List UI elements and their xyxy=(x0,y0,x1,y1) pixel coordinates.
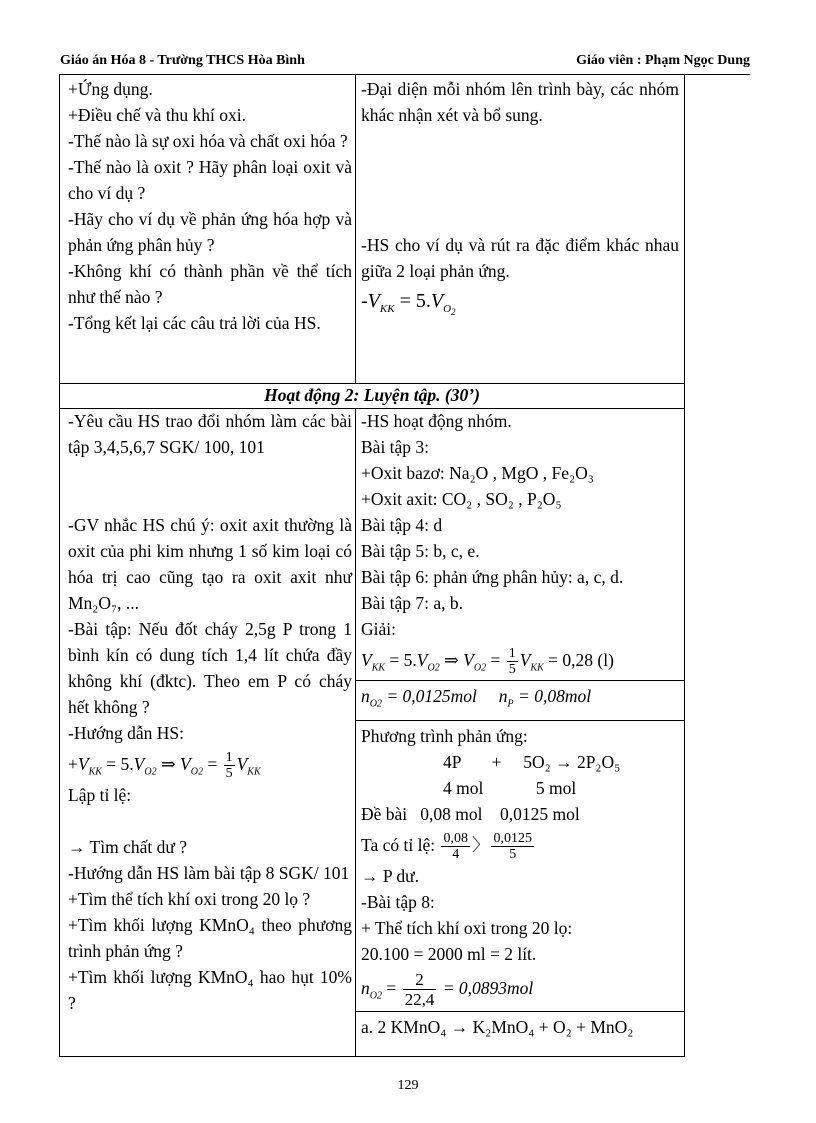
section-title: Hoạt động 2: Luyện tập. (30’) xyxy=(59,382,685,409)
r-pdu: → P dư. xyxy=(361,865,419,886)
teacher-column xyxy=(68,76,352,383)
header-right: Giáo viên : Phạm Ngọc Dung xyxy=(576,53,750,68)
r-bt6: Bài tập 6: phản ứng phân hủy: a, c, d. xyxy=(361,567,624,587)
guide-label: -Hướng dẫn HS: xyxy=(68,723,184,743)
no2-result: = 0,0893mol xyxy=(442,977,534,998)
teacher-note: -GV nhắc HS chú ý: oxit axit thường là oxit của phi kim nhưng 1 số kim loại có hóa trị cao cũng tạo ra oxit axit như Mn₂O₇, ... xyxy=(68,515,352,613)
moles-o2: = 0,0125mol xyxy=(386,686,477,706)
moles-p: = 0,08mol xyxy=(518,686,592,706)
r-bt4: Bài tập 4: d xyxy=(361,515,443,535)
r-debai: Đề bài 0,08 mol 0,0125 mol xyxy=(361,803,580,824)
r-bt5: Bài tập 5: b, c, e. xyxy=(361,541,480,561)
student-column xyxy=(361,76,679,383)
air-volume-formula: $-V_{KK} = 5.V_{O_2}$ xyxy=(361,290,456,318)
ratio-label: Lập tỉ lệ: xyxy=(68,785,132,805)
q-ung-dung: +Ứng dụng. xyxy=(68,79,153,99)
ratio-n1: 0,08 xyxy=(443,830,468,846)
r-2-lit: 20.100 = 2000 ml = 2 lít. xyxy=(361,943,537,964)
volume-result: = 0,28 (l) xyxy=(548,650,614,670)
page-number: 129 xyxy=(397,1078,419,1093)
r-bt7: Bài tập 7: a, b. xyxy=(361,593,464,613)
r-kmno4: a. 2 KMnO₄ → K₂MnO₄ + O₂ + MnO₂ xyxy=(361,1016,634,1037)
find-mass: +Tìm khối lượng KMnO₄ theo phương trình phản ứng ? xyxy=(68,915,352,961)
exercise: -Bài tập: Nếu đốt cháy 2,5g P trong 1 bình kín có dung tích 1,4 lít chứa đầy không khí (đktc). Theo em P có cháy hết không ? xyxy=(68,619,352,717)
ratio-d1: 4 xyxy=(452,846,460,862)
ratio-line: Ta có tỉ lệ: $\frac{0,08}{4}$ 〉 $\frac{0,0125}{5}$ xyxy=(361,830,532,862)
r-bazo: +Oxit bazơ: Na₂O , MgO , Fe₂O₃ xyxy=(361,463,594,483)
guide-formula: $+V_{KK} = 5.V_{O2}$ ⇒ $V_{O2}$ = $\frac{1}{5}$ $V_{KK}$ xyxy=(68,750,261,782)
solution-formula: $V_{KK} = 5.V_{O2}$ ⇒ $V_{O2}$ = $\frac{1}{5}$ $V_{KK} = 0,28$ (l) xyxy=(361,646,614,678)
r-ratio-label: Ta có tỉ lệ: xyxy=(361,834,436,855)
find-excess: → Tìm chất dư ? xyxy=(68,837,187,857)
student-column xyxy=(361,408,679,1056)
find-volume: +Tìm thể tích khí oxi trong 20 lọ ? xyxy=(68,889,311,909)
review-table xyxy=(59,74,685,384)
moles-line: $n_{O2} = 0,0125mol$ $n_P = 0,08mol$ xyxy=(361,686,592,710)
moles-o2-calc: $n_{O2}$ = $\frac{2}{22,4}$ = 0,0893mol xyxy=(361,969,534,1009)
q-oxi-hoa: -Thế nào là sự oxi hóa và chất oxi hóa ? xyxy=(68,131,348,151)
r-giai: Giải: xyxy=(361,619,396,639)
no2-den: 22,4 xyxy=(404,989,435,1009)
inner-rule xyxy=(355,680,684,681)
q-tong-ket: -Tổng kết lại các câu trả lời của HS. xyxy=(68,313,321,333)
ratio-d2: 5 xyxy=(509,846,517,862)
q-dieu-che: +Điều chế và thu khí oxi. xyxy=(68,105,247,125)
inner-rule xyxy=(355,720,684,721)
r-mol: 4 mol 5 mol xyxy=(443,777,577,798)
task-group: -Yêu cầu HS trao đổi nhóm làm các bài tập 3,4,5,6,7 SGK/ 100, 101 xyxy=(68,411,352,457)
teacher-column xyxy=(68,408,352,1056)
r-nhom: -HS hoạt động nhóm. xyxy=(361,411,512,431)
column-divider xyxy=(355,408,356,1056)
ratio-n2: 0,0125 xyxy=(493,830,532,846)
a-dai-dien: -Đại diện mỗi nhóm lên trình bày, các nhóm khác nhận xét và bổ sung. xyxy=(361,79,679,125)
r-axit: +Oxit axit: CO₂ , SO₂ , P₂O₅ xyxy=(361,489,562,509)
column-divider xyxy=(355,75,356,383)
r-equation: 4P + 5O₂ → 2P₂O₅ xyxy=(443,751,621,772)
inner-rule xyxy=(355,1011,684,1012)
no2-num: 2 xyxy=(403,970,437,990)
a-vi-du: -HS cho ví dụ và rút ra đặc điểm khác nhau giữa 2 loại phản ứng. xyxy=(361,235,679,281)
q-khong-khi: -Không khí có thành phần về thể tích như thế nào ? xyxy=(68,261,352,307)
q-phan-ung: -Hãy cho ví dụ về phản ứng hóa hợp và phản ứng phân hủy ? xyxy=(68,209,352,255)
r-bt8: -Bài tập 8: xyxy=(361,891,435,912)
find-loss: +Tìm khối lượng KMnO₄ hao hụt 10% ? xyxy=(68,967,352,1013)
r-bt3: Bài tập 3: xyxy=(361,437,430,457)
q-oxit: -Thế nào là oxit ? Hãy phân loại oxit và cho ví dụ ? xyxy=(68,157,352,203)
guide-bt8: -Hướng dẫn HS làm bài tập 8 SGK/ 101 xyxy=(68,863,350,883)
r-the-tich: + Thể tích khí oxi trong 20 lọ: xyxy=(361,917,573,938)
practice-table xyxy=(59,408,685,1057)
header-left: Giáo án Hóa 8 - Trường THCS Hòa Bình xyxy=(60,53,305,68)
r-pt: Phương trình phản ứng: xyxy=(361,725,528,746)
